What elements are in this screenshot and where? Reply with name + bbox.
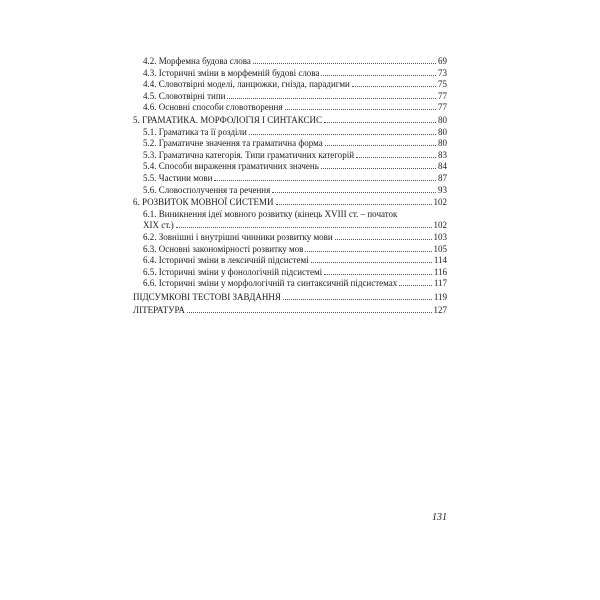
toc-entry (133, 91, 447, 103)
toc-entry-page: 80 (438, 126, 447, 137)
toc-entry-title: ЛІТЕРАТУРА (133, 305, 185, 316)
toc-entry (133, 209, 447, 232)
toc-entry-page: 116 (433, 266, 447, 277)
toc-entry (133, 197, 447, 209)
toc-entry-page: 102 (433, 197, 447, 208)
toc-entry-page: 83 (438, 149, 447, 160)
dot-leader (311, 261, 432, 263)
dot-leader (324, 121, 436, 123)
toc-entry-page: 103 (433, 231, 447, 242)
toc-entry-page: 87 (438, 172, 447, 183)
toc-entry-title: 4.3. Історичні зміни в морфемній будові слова (143, 67, 320, 78)
toc-entry (133, 79, 447, 91)
dot-leader (276, 203, 432, 205)
toc-entry (133, 127, 447, 139)
dot-leader (214, 179, 436, 181)
toc-entry (133, 232, 447, 244)
toc-entry-page: 105 (433, 243, 447, 254)
toc-entry (133, 102, 447, 114)
toc-entry (133, 150, 447, 162)
toc-entry (133, 185, 447, 197)
dot-leader (187, 311, 432, 313)
dot-leader (324, 273, 432, 275)
toc-entry-title: 6. РОЗВИТОК МОВНОЇ СИСТЕМИ (133, 197, 274, 208)
toc-entry-page: 77 (438, 102, 447, 113)
toc-entry-page: 93 (438, 184, 447, 195)
toc-entry-page: 73 (438, 67, 447, 78)
toc-entry-title: 4.6. Основні способи словотворення (143, 102, 283, 113)
toc-entry-title: 5.1. Граматика та її розділи (143, 126, 247, 137)
dot-leader (227, 97, 436, 99)
dot-leader (325, 144, 436, 146)
toc-entry-title: 4.4. Словотвірні моделі, ланцюжки, гнізда, парадигми (143, 79, 350, 90)
dot-leader (321, 167, 436, 169)
toc-entry-title: 5. ГРАМАТИКА. МОРФОЛОГІЯ І СИНТАКСИС (133, 114, 323, 125)
toc-entry (133, 115, 447, 127)
toc-entry-page: 75 (438, 79, 447, 90)
toc-entry (133, 292, 447, 304)
dot-leader (356, 156, 436, 158)
dot-leader (283, 298, 432, 300)
toc-entry-title: 6.6. Історичні зміни у морфологічній та синтаксичній підсистемах (143, 278, 398, 289)
dot-leader (176, 226, 432, 228)
toc-entry-title-continued: XIX ст.) (143, 220, 174, 231)
dot-leader (253, 62, 436, 64)
toc-entry (133, 278, 447, 290)
toc-entry (133, 255, 447, 267)
toc-entry-title: 5.6. Словосполучення та речення (143, 184, 271, 195)
toc-entry-title: 6.4. Історичні зміни в лексичній підсистемі (143, 255, 309, 266)
page-number: 131 (432, 512, 447, 523)
toc-entry-title: 4.5. Словотвірні типи (143, 90, 226, 101)
toc-entry (133, 267, 447, 279)
toc-entry-page: 84 (438, 161, 447, 172)
toc-entry (133, 244, 447, 256)
toc-entry-title: 5.5. Частини мови (143, 172, 213, 183)
toc-entry-title: 5.4. Способи вираження граматичних значень (143, 161, 319, 172)
toc-entry (133, 56, 447, 68)
toc-entry-title: 6.2. Зовнішні і внутрішні чинники розвитку мови (143, 231, 333, 242)
dot-leader (399, 284, 432, 286)
toc-entry (133, 173, 447, 185)
dot-leader (285, 108, 437, 110)
toc-entry-page: 80 (438, 138, 447, 149)
toc-entry-title: 6.3. Основні закономірності розвитку мов (143, 243, 304, 254)
toc-entry-page: 69 (438, 56, 447, 66)
dot-leader (335, 238, 432, 240)
toc-entry-title: 4.2. Морфемна будова слова (143, 56, 251, 66)
toc-entry (133, 68, 447, 80)
toc-entry-title: 5.2. Граматичне значення та граматична форма (143, 138, 323, 149)
toc-entry (133, 161, 447, 173)
toc-entry (133, 305, 447, 317)
toc-entry-page: 102 (433, 220, 447, 231)
dot-leader (321, 74, 436, 76)
dot-leader (305, 250, 431, 252)
dot-leader (352, 85, 436, 87)
toc-entry-page: 114 (433, 255, 447, 266)
toc-entry-title: 6.1. Виникнення ідеї мовного розвитку (кінець XVIII ст. – початок (143, 208, 398, 219)
toc-entry-page: 77 (438, 90, 447, 101)
table-of-contents (133, 56, 447, 317)
toc-entry-title: 6.5. Історичні зміни у фонологічній підсистемі (143, 266, 323, 277)
dot-leader (272, 191, 436, 193)
toc-entry-title: ПІДСУМКОВІ ТЕСТОВІ ЗАВДАННЯ (133, 291, 281, 302)
toc-entry-page: 119 (433, 291, 447, 302)
toc-entry (133, 138, 447, 150)
toc-entry-page: 127 (433, 305, 447, 316)
toc-entry-page: 80 (438, 114, 447, 125)
dot-leader (249, 133, 436, 135)
toc-entry-page: 117 (433, 278, 447, 289)
toc-entry-title: 5.3. Граматична категорія. Типи граматичних категорій (143, 149, 355, 160)
